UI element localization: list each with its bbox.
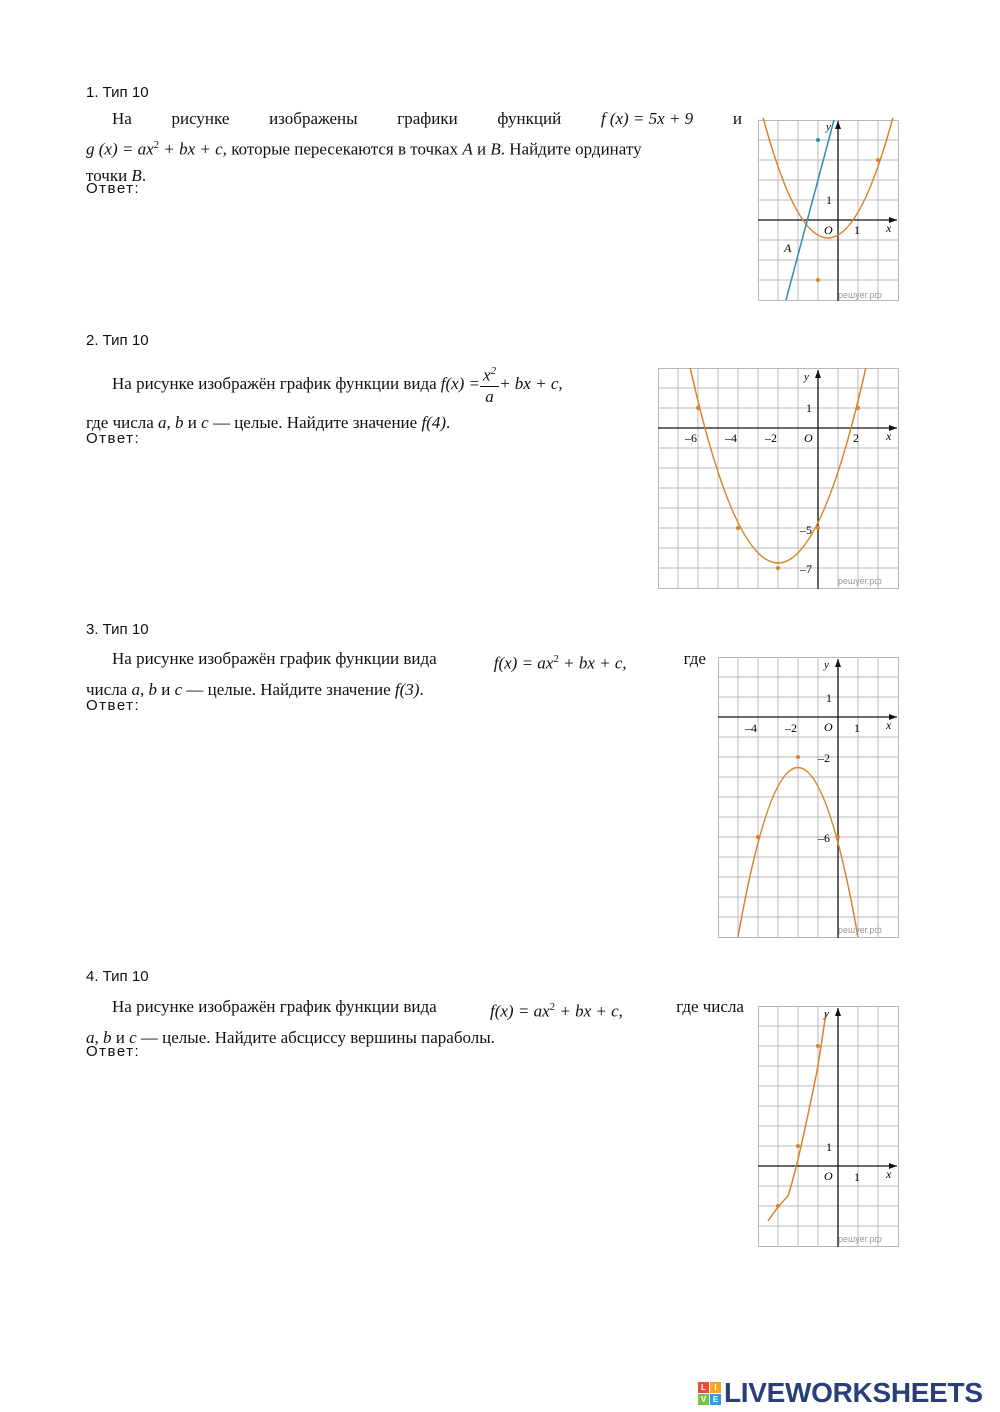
text: которые пересекаются в точках bbox=[226, 139, 463, 159]
exponent: 2 bbox=[153, 139, 160, 151]
point bbox=[816, 526, 820, 530]
text: и bbox=[472, 139, 491, 159]
x-axis-label: x bbox=[886, 429, 892, 443]
point bbox=[816, 138, 820, 142]
logo-icon-letter: E bbox=[710, 1394, 721, 1405]
watermark: решуег.рф bbox=[838, 290, 882, 300]
x-tick-m4: –4 bbox=[725, 431, 737, 445]
task-2-graph bbox=[658, 368, 900, 592]
formula-g: g (x) = ax bbox=[86, 139, 154, 159]
formula-f: f (x) = 5x + 9 bbox=[600, 109, 694, 128]
text: , bbox=[139, 679, 149, 699]
text: и bbox=[183, 413, 202, 432]
answer-label: Ответ: bbox=[86, 697, 141, 714]
task-2-title: 2. Тип 10 bbox=[86, 332, 149, 349]
text: , bbox=[94, 1027, 103, 1047]
y-axis-label: y bbox=[824, 659, 829, 671]
text: , bbox=[166, 413, 176, 432]
watermark: решуег.рф bbox=[838, 1234, 882, 1244]
x-tick-1: 1 bbox=[854, 1170, 860, 1184]
task-4-graph bbox=[758, 1005, 900, 1249]
formula-g-rest: + bx + c, bbox=[159, 139, 227, 159]
word: рисунке bbox=[171, 109, 230, 128]
axes bbox=[758, 1008, 897, 1247]
text: — целые. Найдите абсциссу вершины параболы. bbox=[136, 1027, 495, 1047]
task-2-text bbox=[86, 358, 646, 436]
x-tick-1: 1 bbox=[854, 223, 860, 237]
logo-icon bbox=[698, 1382, 721, 1405]
y-axis-arrow bbox=[835, 121, 841, 129]
axes bbox=[758, 121, 897, 301]
var-b: b bbox=[175, 413, 184, 432]
point bbox=[856, 406, 860, 410]
y-tick-m7: –7 bbox=[800, 562, 812, 576]
point bbox=[776, 1204, 780, 1208]
point-b: B bbox=[490, 139, 501, 159]
task-3-text bbox=[86, 646, 706, 703]
logo-icon-letter: L bbox=[698, 1382, 709, 1393]
text: . bbox=[446, 413, 451, 432]
grid bbox=[658, 368, 899, 589]
var-c: c bbox=[129, 1027, 137, 1047]
formula-f: f(x) = bbox=[440, 374, 481, 393]
point-a: A bbox=[462, 139, 473, 159]
text: — целые. Найдите значение bbox=[182, 679, 395, 699]
text: и bbox=[111, 1027, 130, 1047]
point bbox=[756, 835, 760, 839]
text: где bbox=[683, 649, 706, 668]
word: На bbox=[112, 109, 132, 128]
x-tick-2: 2 bbox=[853, 431, 859, 445]
formula-rest: + bx + c, bbox=[555, 1001, 623, 1021]
task-1-text bbox=[86, 106, 742, 189]
text: . Найдите ординату bbox=[500, 139, 642, 159]
formula-f: f(x) = ax bbox=[490, 1001, 550, 1021]
exponent: 2 bbox=[490, 365, 497, 378]
y-axis-arrow bbox=[815, 370, 821, 378]
point-a-label: A bbox=[784, 241, 792, 255]
text: где числа bbox=[86, 413, 159, 432]
grid bbox=[758, 120, 899, 301]
grid bbox=[758, 1006, 899, 1247]
x-axis-label: x bbox=[886, 1167, 892, 1181]
text: числа bbox=[86, 679, 132, 699]
var-c: c bbox=[201, 413, 209, 432]
formula-f: f(x) = ax bbox=[493, 653, 554, 673]
logo-icon-letter: V bbox=[698, 1394, 709, 1405]
watermark: решуег.рф bbox=[838, 925, 882, 935]
point bbox=[696, 406, 700, 410]
x-tick-m4: –4 bbox=[745, 721, 757, 735]
formula-rest: + bx + c, bbox=[558, 653, 627, 673]
point bbox=[876, 158, 880, 162]
task-3-graph bbox=[718, 656, 900, 940]
y-tick-1: 1 bbox=[826, 1140, 832, 1154]
x-tick-m2: –2 bbox=[765, 431, 777, 445]
var-a: a bbox=[131, 679, 140, 699]
text: . bbox=[141, 165, 147, 185]
y-tick-m6: –6 bbox=[818, 831, 830, 845]
y-axis-label: y bbox=[804, 371, 809, 383]
logo-text: LIVEWORKSHEETS bbox=[724, 1377, 983, 1408]
task-4-title: 4. Тип 10 bbox=[86, 968, 149, 985]
origin-label: O bbox=[824, 223, 833, 237]
point bbox=[796, 1144, 800, 1148]
var-c: c bbox=[174, 679, 183, 699]
text: где числа bbox=[676, 997, 744, 1016]
axes bbox=[718, 659, 897, 938]
x-tick-m2: –2 bbox=[785, 721, 797, 735]
y-tick-1: 1 bbox=[806, 401, 812, 415]
y-axis-label: y bbox=[826, 121, 831, 133]
formula-rest: + bx + c, bbox=[499, 374, 563, 393]
var-a: a bbox=[158, 413, 167, 432]
origin-label: O bbox=[804, 431, 813, 445]
text: . bbox=[419, 679, 424, 699]
x-axis-label: x bbox=[886, 718, 892, 732]
answer-label: Ответ: bbox=[86, 1043, 141, 1060]
text: — целые. Найдите значение bbox=[208, 413, 422, 432]
denominator: a bbox=[485, 386, 494, 406]
point bbox=[796, 755, 800, 759]
logo-icon-letter: I bbox=[710, 1382, 721, 1393]
var-b: b bbox=[148, 679, 157, 699]
watermark: решуег.рф bbox=[838, 576, 882, 586]
origin-label: O bbox=[824, 1169, 833, 1183]
word: графики bbox=[397, 109, 458, 128]
liveworksheets-logo bbox=[698, 1376, 983, 1410]
text: На рисунке изображён график функции вида bbox=[112, 997, 437, 1016]
var-b: b bbox=[103, 1027, 112, 1047]
answer-label: Ответ: bbox=[86, 430, 141, 447]
text: точки bbox=[86, 165, 132, 185]
point bbox=[736, 526, 740, 530]
answer-label: Ответ: bbox=[86, 180, 141, 197]
task-3-title: 3. Тип 10 bbox=[86, 621, 149, 638]
formula-ask: f(3) bbox=[394, 679, 420, 699]
point bbox=[776, 566, 780, 570]
formula-ask: f(4) bbox=[421, 413, 446, 432]
line-f bbox=[786, 120, 834, 300]
text: На рисунке изображён график функции вида bbox=[112, 374, 437, 393]
y-axis-arrow bbox=[835, 1008, 841, 1016]
y-axis-label: y bbox=[824, 1008, 829, 1020]
x-tick-m6: –6 bbox=[685, 431, 697, 445]
word: изображены bbox=[269, 109, 358, 128]
point bbox=[816, 1044, 820, 1048]
exponent: 2 bbox=[553, 653, 559, 665]
point-b: B bbox=[131, 165, 142, 185]
word: и bbox=[732, 109, 742, 128]
fraction bbox=[480, 361, 499, 407]
task-1-title: 1. Тип 10 bbox=[86, 84, 149, 101]
origin-label: O bbox=[824, 720, 833, 734]
x-tick-1: 1 bbox=[854, 721, 860, 735]
x-axis-label: x bbox=[886, 221, 892, 235]
point bbox=[836, 835, 840, 839]
text: и bbox=[156, 679, 175, 699]
numerator: x bbox=[483, 365, 491, 385]
task-4-text bbox=[86, 994, 744, 1051]
y-tick-1: 1 bbox=[826, 691, 832, 705]
exponent: 2 bbox=[549, 1001, 556, 1013]
y-axis-arrow bbox=[835, 659, 841, 667]
y-tick-1: 1 bbox=[826, 193, 832, 207]
text: На рисунке изображён график функции вида bbox=[112, 649, 437, 668]
var-a: a bbox=[86, 1027, 95, 1047]
y-tick-m2: –2 bbox=[818, 751, 830, 765]
y-tick-m5: –5 bbox=[800, 523, 812, 537]
task-1-graph bbox=[758, 118, 900, 302]
point bbox=[816, 278, 820, 282]
word: функций bbox=[497, 109, 562, 128]
